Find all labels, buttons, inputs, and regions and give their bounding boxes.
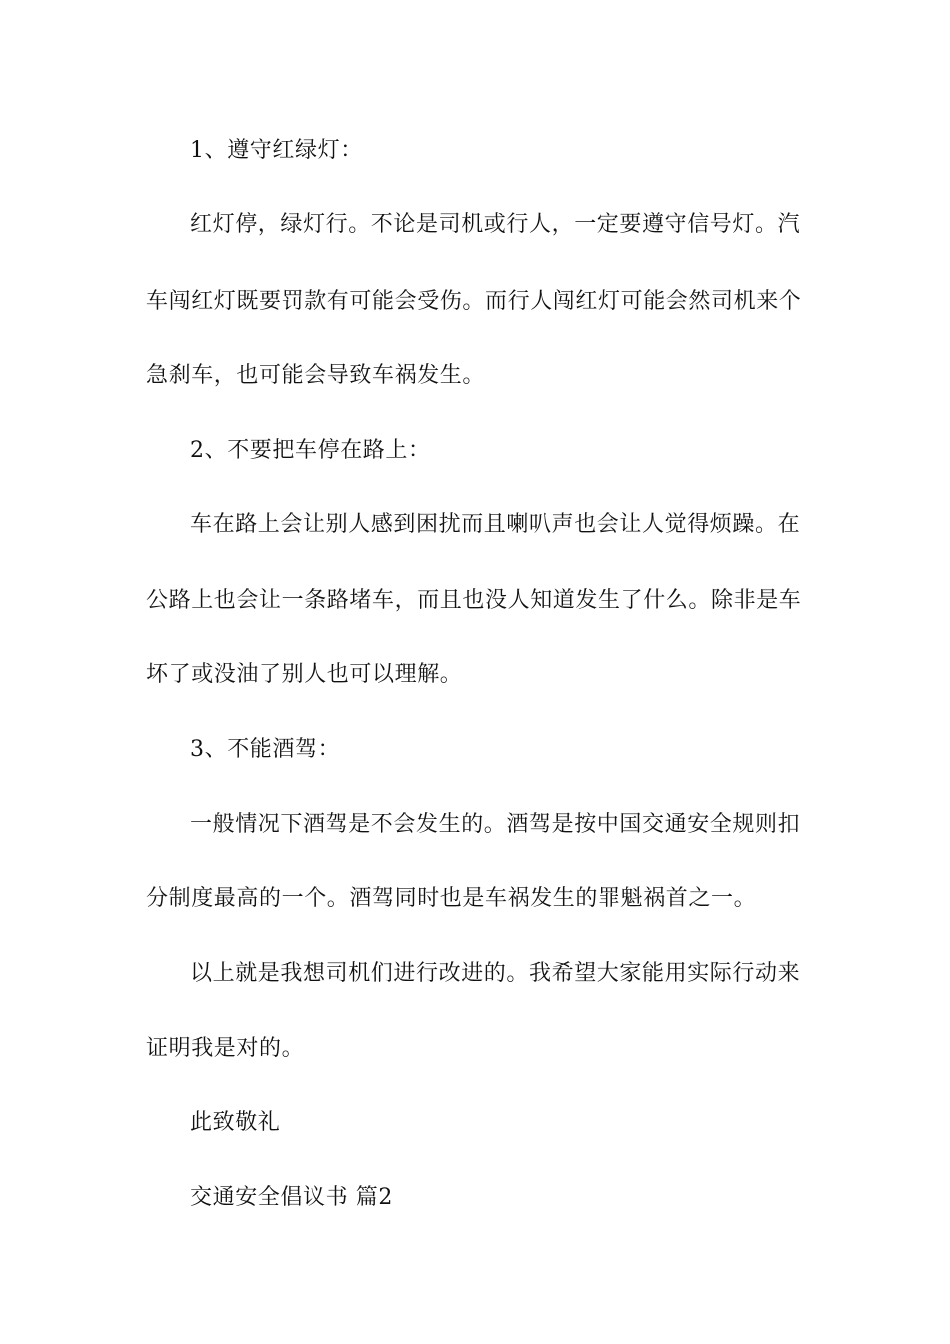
- conclusion-line-2: 证明我是对的。: [146, 1036, 305, 1061]
- paragraph-2-line-1: 车在路上会让别人感到困扰而且喇叭声也会让人觉得烦躁。在: [190, 512, 801, 537]
- conclusion-line-1: 以上就是我想司机们进行改进的。我希望大家能用实际行动来: [190, 961, 801, 986]
- paragraph-2-line-3: 坏了或没油了别人也可以理解。: [146, 662, 463, 687]
- heading-rule-1: 1、遵守红绿灯：: [190, 138, 363, 163]
- paragraph-1-line-3: 急刹车，也可能会导致车祸发生。: [146, 363, 486, 388]
- paragraph-1-line-1: 红灯停，绿灯行。不论是司机或行人，一定要遵守信号灯。汽: [190, 212, 801, 237]
- section-title: 交通安全倡议书 篇2: [190, 1185, 393, 1210]
- paragraph-1-line-2: 车闯红灯既要罚款有可能会受伤。而行人闯红灯可能会然司机来个: [146, 289, 802, 314]
- paragraph-2-line-2: 公路上也会让一条路堵车，而且也没人知道发生了什么。除非是车: [146, 588, 802, 613]
- closing-salutation: 此致敬礼: [190, 1110, 281, 1135]
- heading-rule-2: 2、不要把车停在路上：: [190, 438, 431, 463]
- heading-rule-3: 3、不能酒驾：: [190, 737, 341, 762]
- paragraph-3-line-1: 一般情况下酒驾是不会发生的。酒驾是按中国交通安全规则扣: [190, 812, 801, 837]
- paragraph-3-line-2: 分制度最高的一个。酒驾同时也是车祸发生的罪魁祸首之一。: [146, 886, 757, 911]
